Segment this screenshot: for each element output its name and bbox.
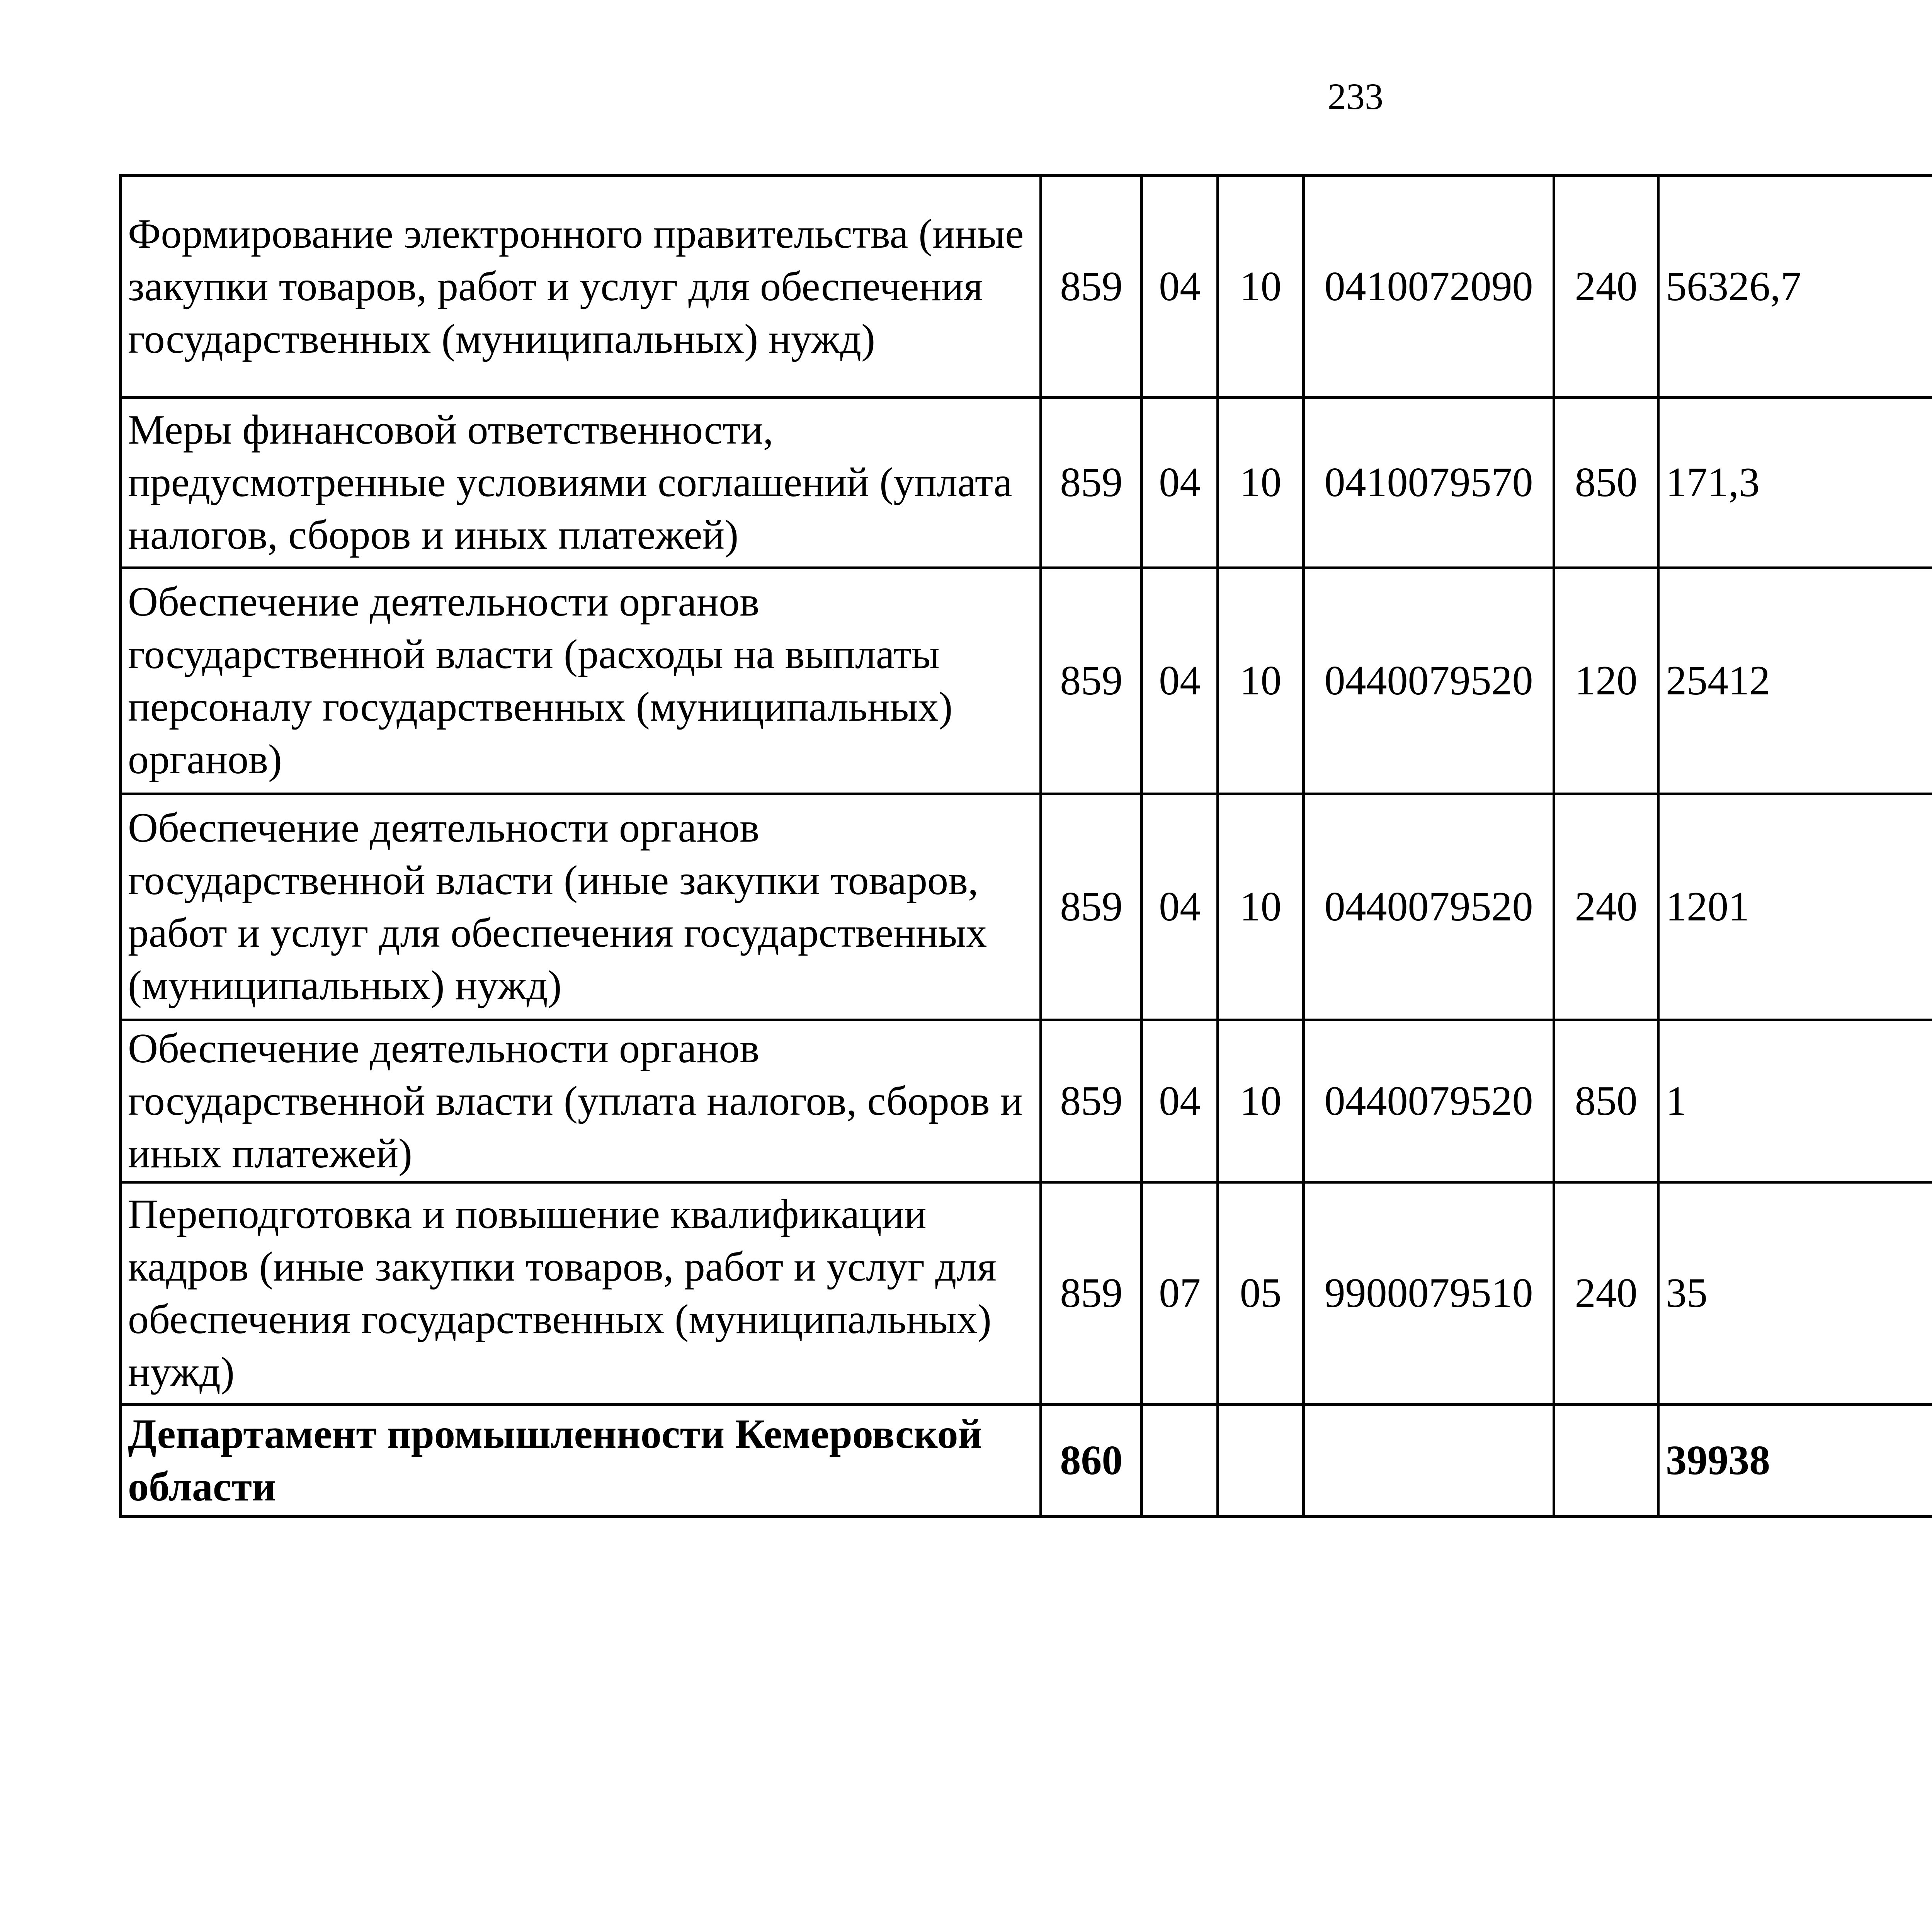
ved-code: 859	[1041, 1182, 1142, 1405]
section-code: 04	[1142, 568, 1218, 794]
row-description: Обеспечение деятельности органов государственной власти (расходы на выплаты персоналу государственных (муниципальных) органов)	[121, 568, 1041, 794]
amount-year-1: 35	[1658, 1182, 1932, 1405]
subsection-code: 05	[1218, 1182, 1304, 1405]
row-description: Обеспечение деятельности органов государственной власти (иные закупки товаров, работ и услуг для обеспечения государственных (муниципальных) нужд)	[121, 794, 1041, 1020]
expense-type-code: 240	[1554, 794, 1658, 1020]
section-code: 04	[1142, 398, 1218, 568]
target-article-code: 9900079510	[1303, 1182, 1554, 1405]
amount-year-1: 25412	[1658, 568, 1932, 794]
expense-type-code: 240	[1554, 176, 1658, 398]
amount-year-1: 1201	[1658, 794, 1932, 1020]
amount-year-1: 1	[1658, 1020, 1932, 1182]
section-code	[1142, 1405, 1218, 1517]
amount-year-1: 39938	[1658, 1405, 1932, 1517]
target-article-code: 0410072090	[1303, 176, 1554, 398]
table-row	[121, 398, 1932, 568]
ved-code: 859	[1041, 794, 1142, 1020]
row-description: Переподготовка и повышение квалификации кадров (иные закупки товаров, работ и услуг для обеспечения государственных (муниципальных) нужд)	[121, 1182, 1041, 1405]
table-row	[121, 1020, 1932, 1182]
expense-type-code: 240	[1554, 1182, 1658, 1405]
ved-code: 859	[1041, 398, 1142, 568]
table-row	[121, 794, 1932, 1020]
section-code: 04	[1142, 176, 1218, 398]
table-row	[121, 1182, 1932, 1405]
ved-code: 859	[1041, 176, 1142, 398]
table-row	[121, 176, 1932, 398]
expense-type-code: 120	[1554, 568, 1658, 794]
row-description: Департамент промышленности Кемеровской области	[121, 1405, 1041, 1517]
expense-type-code: 850	[1554, 1020, 1658, 1182]
amount-year-1: 56326,7	[1658, 176, 1932, 398]
target-article-code: 0440079520	[1303, 794, 1554, 1020]
table-row-total	[121, 1405, 1932, 1517]
budget-table	[119, 174, 1932, 1518]
amount-year-1: 171,3	[1658, 398, 1932, 568]
ved-code: 859	[1041, 1020, 1142, 1182]
target-article-code: 0440079520	[1303, 1020, 1554, 1182]
expense-type-code: 850	[1554, 398, 1658, 568]
target-article-code: 0410079570	[1303, 398, 1554, 568]
target-article-code	[1303, 1405, 1554, 1517]
page-number: 233	[1328, 76, 1383, 117]
subsection-code: 10	[1218, 568, 1304, 794]
ved-code: 860	[1041, 1405, 1142, 1517]
section-code: 04	[1142, 794, 1218, 1020]
row-description: Формирование электронного правительства (иные закупки товаров, работ и услуг для обеспечения государственных (муниципальных) нужд)	[121, 176, 1041, 398]
section-code: 04	[1142, 1020, 1218, 1182]
subsection-code: 10	[1218, 794, 1304, 1020]
table-row	[121, 568, 1932, 794]
expense-type-code	[1554, 1405, 1658, 1517]
subsection-code: 10	[1218, 176, 1304, 398]
subsection-code: 10	[1218, 1020, 1304, 1182]
row-description: Меры финансовой ответственности, предусмотренные условиями соглашений (уплата налогов, сборов и иных платежей)	[121, 398, 1041, 568]
row-description: Обеспечение деятельности органов государственной власти (уплата налогов, сборов и иных платежей)	[121, 1020, 1041, 1182]
subsection-code: 10	[1218, 398, 1304, 568]
section-code: 07	[1142, 1182, 1218, 1405]
ved-code: 859	[1041, 568, 1142, 794]
target-article-code: 0440079520	[1303, 568, 1554, 794]
subsection-code	[1218, 1405, 1304, 1517]
